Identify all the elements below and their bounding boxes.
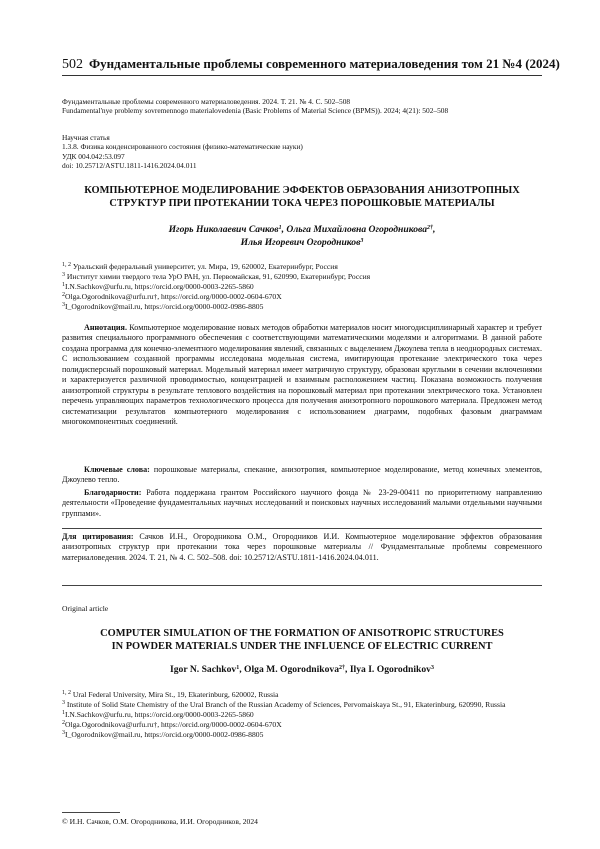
aff-sup: 1, 2: [62, 690, 71, 696]
author-separator: ,: [282, 224, 287, 235]
page-number: 502: [62, 57, 83, 72]
contact-text[interactable]: Olga.Ogorodnikova@urfu.ru†, https://orcid.org/0000-0002-0604-670X: [65, 292, 282, 301]
author-1-en-sup: 1: [236, 665, 239, 671]
author-3-en: Ilya I. Ogorodnikov: [350, 664, 431, 675]
article-title-en: [62, 628, 542, 654]
original-article-label: Original article: [62, 604, 108, 613]
author-separator: ,: [345, 664, 350, 675]
author-3-ru-sup: 3: [360, 238, 363, 244]
affiliation-ru-2: [62, 272, 542, 282]
title-ru-line-1: КОМПЬЮТЕРНОЕ МОДЕЛИРОВАНИЕ ЭФФЕКТОВ ОБРАЗОВАНИЯ АНИЗОТРОПНЫХ: [62, 185, 542, 198]
journal-title: Фундаментальные проблемы современного материаловедения том 21 №4 (2024): [89, 56, 560, 71]
udk-code: УДК 004.042:53.097: [62, 152, 542, 161]
title-en-line-1: COMPUTER SIMULATION OF THE FORMATION OF ANISOTROPIC STRUCTURES: [62, 628, 542, 641]
author-2-en-sup: 2†: [339, 665, 345, 671]
contact-en-1: [62, 710, 542, 720]
article-meta: [62, 133, 542, 171]
aff-sup: 3: [62, 730, 65, 736]
affiliation-en-2: [62, 700, 542, 710]
contact-en-3: [62, 730, 542, 740]
article-page: [0, 0, 600, 849]
aff-text: Ural Federal University, Mira St., 19, Ekaterinburg, 620002, Russia: [71, 690, 279, 699]
aff-sup: 1: [62, 282, 65, 288]
author-1-en: Igor N. Sachkov: [170, 664, 236, 675]
article-type: Научная статья: [62, 133, 542, 142]
article-title-ru: [62, 185, 542, 211]
authors-en: [62, 664, 542, 675]
affiliation-en-1: [62, 690, 542, 700]
keywords: [62, 465, 542, 486]
acknowledgments-label: Благодарности:: [84, 488, 141, 497]
footnote-rule: [62, 812, 120, 813]
author-3-ru: Илья Игоревич Огородников: [241, 237, 361, 248]
source-line-ru: Фундаментальные проблемы современного материаловедения. 2024. Т. 21. № 4. С. 502–508: [62, 97, 542, 106]
acknowledgments: [62, 488, 542, 519]
contact-ru-3: [62, 302, 542, 312]
aff-sup: 3: [62, 302, 65, 308]
aff-sup: 2: [62, 720, 65, 726]
abstract-text: Компьютерное моделирование новых методов обработки материалов носит многодисциплинарный характер и требует развития специального программного обеспечения с соответствующими математическими моделями и алгоритмами. В данной работе создана программа для конечно-элементного моделирования явлений, связанных с выделением Джоулева тепла в неоднородных системах. С использованием созданной программы исследована модельная система, имитирующая протекание электрического тока через полидисперсный порошковый материал. Модельный материал имеет матричную структуру, образован круглыми в сечении включениями и характеризуется различной проводимостью, концентрацией и взаимным расположением частиц. Показана возможность получения анизотропной структуры в результате теплового воздействия на порошковый материал при протекании электрического тока. Установлен перечень управляющих параметров технологического процесса для получения анизотропного порошкового материала. Предложен метод систематизации результатов компьютерного моделирования с использованием диаграмм, подобных фазовым диаграммам многокомпонентных соединений.: [62, 323, 542, 426]
authors-ru: [62, 224, 542, 249]
citation-label: Для цитирования:: [62, 532, 134, 541]
author-1-ru-sup: 1: [279, 225, 282, 231]
contact-text[interactable]: I.N.Sachkov@urfu.ru, https://orcid.org/0000-0003-2265-5860: [65, 710, 254, 719]
author-separator: ,: [239, 664, 244, 675]
contact-ru-2: [62, 292, 542, 302]
contact-ru-1: [62, 282, 542, 292]
running-header: [62, 56, 552, 73]
contact-text[interactable]: Olga.Ogorodnikova@urfu.ru†, https://orcid.org/0000-0002-0604-670X: [65, 720, 282, 729]
aff-sup: 1, 2: [62, 262, 71, 268]
authors-ru-line-2: [62, 237, 542, 250]
doi: doi: 10.25712/ASTU.1811-1416.2024.04.011: [62, 161, 542, 170]
author-2-en: Olga M. Ogorodnikova: [244, 664, 339, 675]
aff-sup: 3: [62, 700, 65, 706]
contact-text[interactable]: I.N.Sachkov@urfu.ru, https://orcid.org/0000-0003-2265-5860: [65, 282, 254, 291]
author-3-en-sup: 3: [431, 665, 434, 671]
authors-ru-line-1: [62, 224, 542, 237]
acknowledgments-text: Работа поддержана грантом Российского научного фонда № 23-29-00411 по приоритетному направлению деятельности «Проведение фундаментальных научных исследований и поисковых научных исследований малыми отдельными научными группами».: [62, 488, 542, 518]
aff-sup: 3: [62, 272, 65, 278]
affiliations-en: [62, 690, 542, 740]
aff-sup: 1: [62, 710, 65, 716]
aff-text: Institute of Solid State Chemistry of the Ural Branch of the Russian Academy of Sciences, Pervomaiskaya St., 91, Ekaterinburg, 620990, Russia: [65, 700, 505, 709]
abstract: [62, 323, 542, 428]
keywords-label: Ключевые слова:: [84, 465, 150, 474]
citation: [62, 532, 542, 563]
source-info: [62, 97, 542, 116]
header-divider: [62, 75, 542, 76]
keywords-text: порошковые материалы, спекание, анизотропия, компьютерное моделирование, метод конечных элементов, Джоулево тепло.: [62, 465, 542, 484]
author-1-ru: Игорь Николаевич Сачков: [169, 224, 279, 235]
aff-text: Институт химии твердого тела УрО РАН, ул. Первомайская, 91, 620990, Екатеринбург, Россия: [65, 272, 370, 281]
specialty-code: 1.3.8. Физика конденсированного состояния (физико-математические науки): [62, 142, 542, 151]
contact-text[interactable]: I_Ogorodnikov@mail.ru, https://orcid.org/0000-0002-0986-8805: [65, 302, 263, 311]
author-2-ru: Ольга Михайловна Огородникова: [286, 224, 427, 235]
citation-text: Сачков И.Н., Огородникова О.М., Огородников И.И. Компьютерное моделирование эффектов образования анизотропных структур при протекании тока через порошковые материалы // Фундаментальные проблемы современного материаловедения. 2024. Т. 21, № 4. С. 502–508. doi: 10.25712/ASTU.1811-1416.2024.04.011.: [62, 532, 542, 562]
contact-en-2: [62, 720, 542, 730]
author-2-ru-sup: 2†: [427, 225, 433, 231]
aff-text: Уральский федеральный университет, ул. Мира, 19, 620002, Екатеринбург, Россия: [71, 262, 338, 271]
aff-sup: 2: [62, 292, 65, 298]
title-ru-line-2: СТРУКТУР ПРИ ПРОТЕКАНИИ ТОКА ЧЕРЕЗ ПОРОШКОВЫЕ МАТЕРИАЛЫ: [62, 198, 542, 211]
affiliations-ru: [62, 262, 542, 312]
author-separator: ,: [433, 224, 435, 235]
contact-text[interactable]: I_Ogorodnikov@mail.ru, https://orcid.org/0000-0002-0986-8805: [65, 730, 263, 739]
source-line-en: Fundamental'nye problemy sovremennogo materialovedenia (Basic Problems of Material Science (BPMS)). 2024; 4(21): 502–508: [62, 106, 542, 115]
copyright: © И.Н. Сачков, О.М. Огородникова, И.И. Огородников, 2024: [62, 817, 258, 826]
title-en-line-2: IN POWDER MATERIALS UNDER THE INFLUENCE OF ELECTRIC CURRENT: [62, 641, 542, 654]
citation-bottom-rule: [62, 585, 542, 586]
abstract-label: Аннотация.: [84, 323, 127, 332]
affiliation-ru-1: [62, 262, 542, 272]
citation-top-rule: [62, 528, 542, 529]
